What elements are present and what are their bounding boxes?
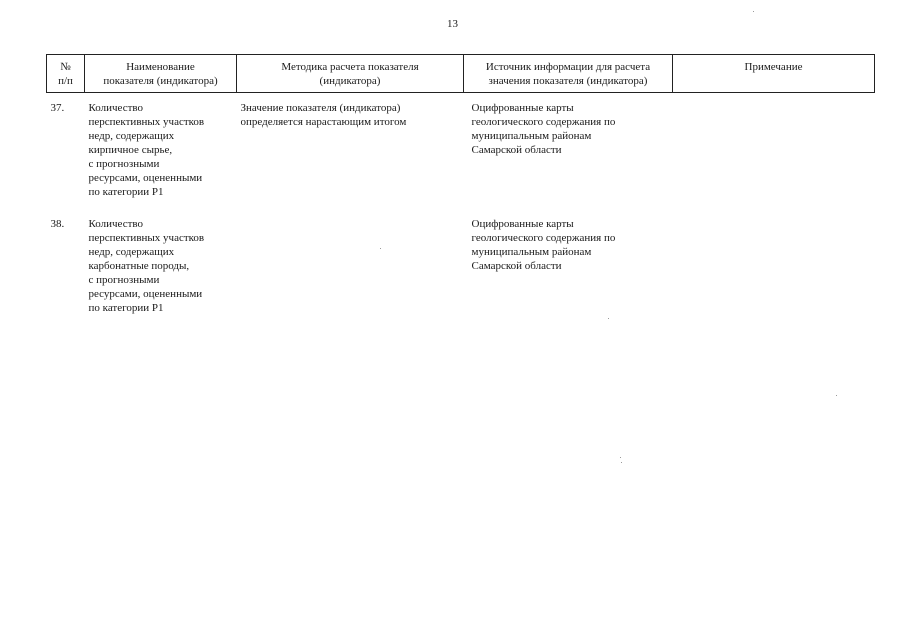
table-row xyxy=(47,205,875,315)
scan-speck xyxy=(836,395,837,396)
header-note: Примечание xyxy=(673,55,875,93)
row-number: 37. xyxy=(50,102,65,114)
calculation-method: Значение показателя (индикатора) определяется нарастающим итогом xyxy=(240,102,407,128)
calculation-method xyxy=(237,205,464,315)
indicator-name: Количество перспективных участков недр, содержащих кирпичное сырье, с прогнозными ресурсами, оцененными по категории Р1 xyxy=(88,102,205,198)
scan-speck xyxy=(620,457,621,458)
scan-speck xyxy=(608,318,609,319)
indicators-table xyxy=(46,54,875,315)
note xyxy=(673,93,875,206)
indicator-name: Количество перспективных участков недр, содержащих карбонатные породы, с прогнозными ресурсами, оцененными по категории Р1 xyxy=(88,218,205,314)
scan-speck xyxy=(380,248,381,249)
page-number: 13 xyxy=(447,18,458,30)
header-indicator-name: Наименование показателя (индикатора) xyxy=(85,55,237,93)
scan-speck xyxy=(621,462,622,463)
header-calculation-method: Методика расчета показателя (индикатора) xyxy=(237,55,464,93)
row-number: 38. xyxy=(50,218,65,230)
table-header-row xyxy=(47,55,875,93)
note xyxy=(673,205,875,315)
information-source: Оцифрованные карты геологического содержания по муниципальным районам Самарской области xyxy=(471,102,616,156)
table-row xyxy=(47,93,875,206)
header-number: № п/п xyxy=(47,55,85,93)
header-information-source: Источник информации для расчета значения показателя (индикатора) xyxy=(464,55,673,93)
scan-speck xyxy=(753,11,754,12)
information-source: Оцифрованные карты геологического содержания по муниципальным районам Самарской области xyxy=(471,218,616,272)
